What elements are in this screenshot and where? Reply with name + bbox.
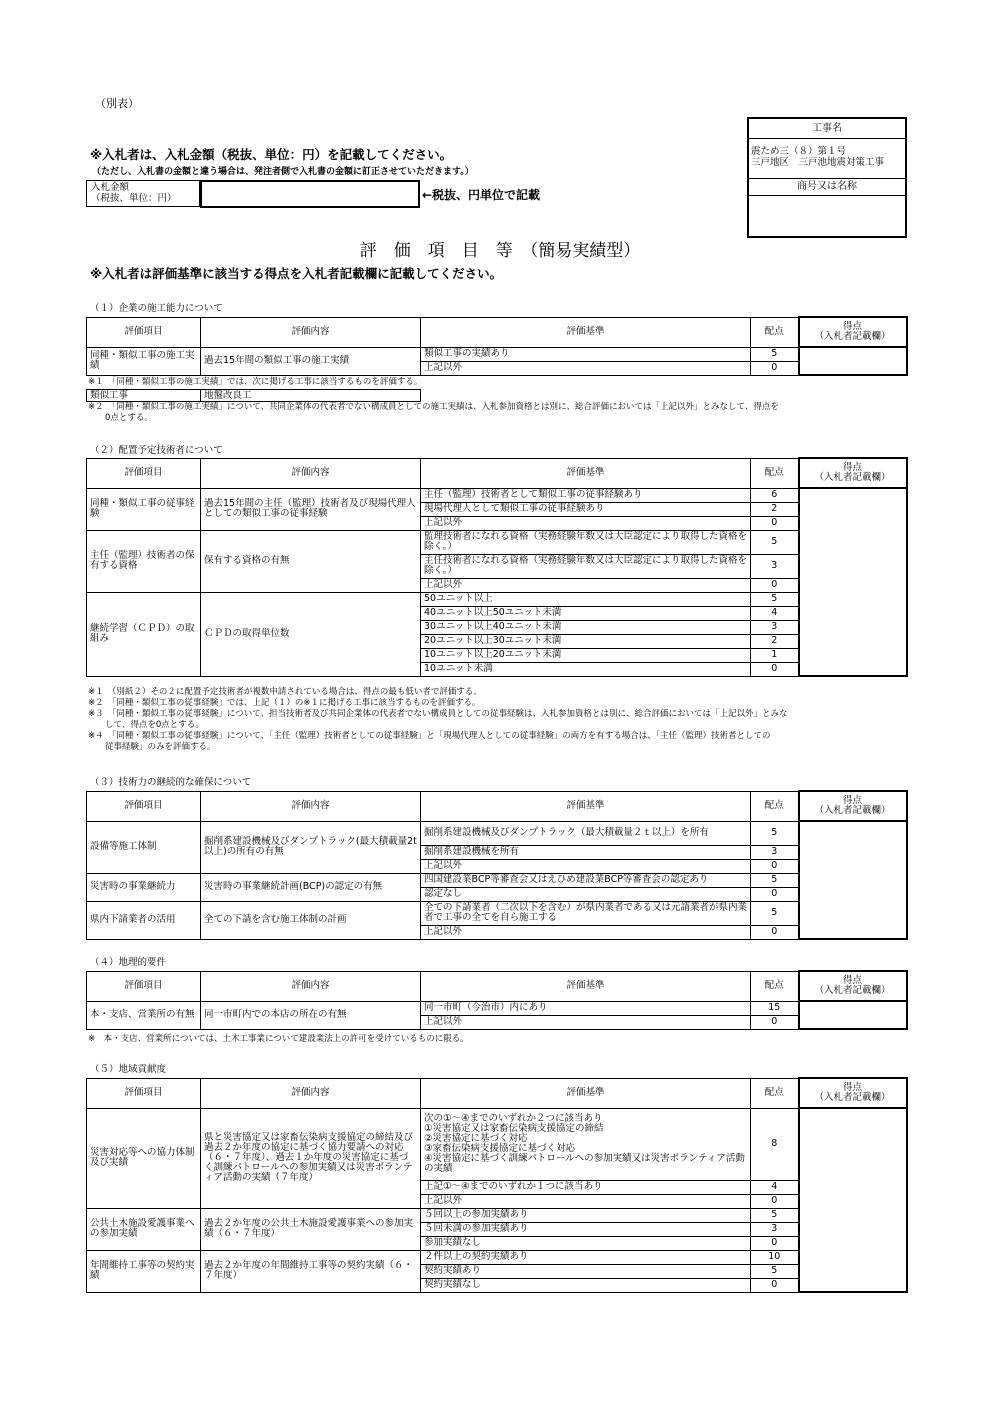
criteria-cell: 契約実績あり [421,1264,751,1278]
similar-work-value: 地盤改良工 [201,390,421,402]
col-content: 評価内容 [201,971,421,1001]
points-cell: 5 [751,347,799,361]
points-cell: 5 [751,592,799,606]
criteria-cell: 認定なし [421,887,751,901]
item-cell: 同種・類似工事の従事経験 [87,488,201,530]
bid-amount-input[interactable] [200,180,420,208]
criteria-cell: ５回未満の参加実績あり [421,1222,751,1236]
criteria-cell: 上記以外 [421,516,751,530]
item-cell: 継続学習（ＣＰＤ）の取組み [87,592,201,676]
section-5-table [86,1077,908,1293]
col-score: 得点 （入札者記載欄） [799,458,907,488]
points-cell: 1 [751,648,799,662]
col-points: 配点 [751,791,799,821]
points-cell: 3 [751,620,799,634]
criteria-cell: 10ユニット未満 [421,662,751,676]
points-cell: 3 [751,1222,799,1236]
points-cell: 3 [751,554,799,578]
section-3-title: （３）技術力の継続的な確保について [90,777,252,788]
points-cell: 4 [751,606,799,620]
points-cell: 5 [751,530,799,554]
points-cell: 0 [751,887,799,901]
content-cell: 災害時の事業継続計画(BCP)の認定の有無 [201,873,421,901]
points-cell: 5 [751,901,799,925]
criteria-cell: 契約実績なし [421,1278,751,1292]
criteria-cell: 上記以外 [421,361,751,375]
bid-amount-label: 入札金額 [91,182,130,193]
col-item: 評価項目 [87,971,201,1001]
item-cell: 災害対応等への協力体制及び実績 [87,1108,201,1208]
criteria-cell: ５回以上の参加実績あり [421,1208,751,1222]
points-cell: 0 [751,1278,799,1292]
points-cell: 5 [751,821,799,845]
content-cell: 県と災害協定又は家畜伝染病支援協定の締結及び過去２か年度の協定に基づく協力要請への対応（６・７年度）、過去１か年度の災害協定に基づく訓練パトロールへの参加実績又は災害ボランティア活動の実績（７年度） [201,1108,421,1208]
page-title: 評 価 項 目 等 （簡易実績型） [359,241,641,261]
work-name-label: 工事名 [749,119,905,139]
col-criteria: 評価基準 [421,791,751,821]
section-5-title: （５）地域貢献度 [90,1064,167,1075]
points-cell: 0 [751,1015,799,1029]
col-criteria: 評価基準 [421,317,751,347]
item-cell: 主任（監理）技術者の保有する資格 [87,530,201,592]
points-cell: 0 [751,662,799,676]
section-1-note-1: ※１ 「同種・類似工事の施工実績」では、次に掲げる工事に該当するものを評価する。 [88,377,423,387]
item-cell: 同種・類似工事の施工実績 [87,347,201,375]
points-cell: 0 [751,516,799,530]
work-name-value: 震ため三（８）第１号 三戸地区 三戸池地震対策工事 [749,139,905,179]
section-1-table [86,316,908,376]
bid-arrow-note: ←税抜、円単位で記載 [422,188,541,202]
criteria-cell: 全ての下請業者（二次以下を含む）が県内業者である又は元請業者が県内業者で工事の全てを自ら施工する [421,901,751,925]
item-cell: 年間維持工事等の契約実績 [87,1250,201,1292]
col-points: 配点 [751,1078,799,1108]
points-cell: 0 [751,1194,799,1208]
score-input[interactable] [799,1108,907,1292]
col-content: 評価内容 [201,458,421,488]
bid-instruction: ※入札者は、入札金額（税抜、単位：円）を記載してください。 [90,147,453,162]
points-cell: 3 [751,845,799,859]
criteria-cell: ２件以上の契約実績あり [421,1250,751,1264]
score-input[interactable] [799,488,907,676]
col-points: 配点 [751,317,799,347]
col-criteria: 評価基準 [421,971,751,1001]
points-cell: 0 [751,925,799,939]
points-cell: 4 [751,1180,799,1194]
col-item: 評価項目 [87,458,201,488]
criteria-cell: 主任技術者になれる資格（実務経験年数又は大臣認定により取得した資格を除く。） [421,554,751,578]
criteria-cell: 監理技術者になれる資格（実務経験年数又は大臣認定により取得した資格を除く。） [421,530,751,554]
col-content: 評価内容 [201,791,421,821]
points-cell: 5 [751,1264,799,1278]
section-4-title: （４）地理的要件 [90,957,167,968]
col-content: 評価内容 [201,1078,421,1108]
col-points: 配点 [751,971,799,1001]
bid-amount-unit: （税抜、単位：円） [91,193,177,204]
content-cell: 過去15年間の主任（監理）技術者及び現場代理人としての類似工事の従事経験 [201,488,421,530]
col-criteria: 評価基準 [421,458,751,488]
points-cell: 0 [751,578,799,592]
criteria-cell: 上記以外 [421,578,751,592]
content-cell: 掘削系建設機械及びダンプトラック(最大積載量2t以上)の所有の有無 [201,821,421,873]
similar-work-table [86,389,421,402]
points-cell: 10 [751,1250,799,1264]
criteria-cell: 類似工事の実績あり [421,347,751,361]
points-cell: 6 [751,488,799,502]
points-cell: 0 [751,361,799,375]
company-input[interactable] [749,196,905,236]
item-cell: 災害時の事業継続力 [87,873,201,901]
item-cell: 県内下請業者の活用 [87,901,201,939]
criteria-cell: 次の①～④までのいずれか２つに該当あり ①災害協定又は家畜伝染病支援協定の締結 ②災害協定に基づく対応 ③家畜伝染病支援協定に基づく対応 ④災害協定に基づく訓練パトロールへの参加実績又は災害ボランティア活動の実績 [421,1108,751,1180]
criteria-cell: 現場代理人として類似工事の従事経験あり [421,502,751,516]
appendix-label: （別表） [95,97,139,110]
similar-work-label: 類似工事 [87,390,201,402]
item-cell: 本・支店、営業所の有無 [87,1001,201,1029]
score-instruction: ※入札者は評価基準に該当する得点を入札者記載欄に記載してください。 [90,266,503,281]
criteria-cell: 20ユニット以上30ユニット未満 [421,634,751,648]
item-cell: 設備等施工体制 [87,821,201,873]
score-input[interactable] [799,1001,907,1029]
criteria-cell: 掘削系建設機械及びダンプトラック（最大積載量２ｔ以上）を所有 [421,821,751,845]
criteria-cell: 参加実績なし [421,1236,751,1250]
col-item: 評価項目 [87,791,201,821]
criteria-cell: 上記①～④までのいずれか１つに該当あり [421,1180,751,1194]
col-content: 評価内容 [201,317,421,347]
points-cell: 0 [751,859,799,873]
criteria-cell: 四国建設業BCP等審査会又はえひめ建設業BCP等審査会の認定あり [421,873,751,887]
content-cell: 過去15年間の類似工事の施工実績 [201,347,421,375]
section-2-table [86,457,908,677]
col-points: 配点 [751,458,799,488]
points-cell: 2 [751,502,799,516]
col-criteria: 評価基準 [421,1078,751,1108]
criteria-cell: 掘削系建設機械を所有 [421,845,751,859]
section-3-table [86,790,908,940]
criteria-cell: 上記以外 [421,1015,751,1029]
col-score: 得点 （入札者記載欄） [799,317,907,347]
content-cell: 全ての下請を含む施工体制の計画 [201,901,421,939]
criteria-cell: 上記以外 [421,1194,751,1208]
section-4-note: ※ 本・支店、営業所については、土木工事業について建設業法上の許可を受けているものに限る。 [88,1034,469,1044]
company-label: 商号又は名称 [749,179,905,196]
points-cell: 2 [751,634,799,648]
criteria-cell: 30ユニット以上40ユニット未満 [421,620,751,634]
criteria-cell: 上記以外 [421,859,751,873]
criteria-cell: 上記以外 [421,925,751,939]
bid-amount-label-box [86,180,200,207]
section-2-notes: ※１ （別紙２）その２に配置予定技術者が複数申請されている場合は、得点の最も低い者で評価する。 ※２ 「同種・類似工事の従事経験」では、上記（１）の※１に掲げる工事に該当するものを評価する。 ※３ 「同種・類似工事の従事経験」について、担当技術者及び共同企業体の代表者でない構成員としての従事経験は、入札参加資格とは別に、総合評価においては「上記以外」とみな して、得点を0点とする。 ※４ 「同種・類似工事の従事経験」について、「主任（監理）技術者としての従事経験」と「現場代理人としての従事経験」の両方を有する場合は、「主任（監理）技術者としての 従事経験」のみを評価する。 [88,687,788,752]
col-item: 評価項目 [87,1078,201,1108]
bid-sub-instruction: （ただし、入札書の金額と違う場合は、発注者側で入札書の金額に訂正させていただきます。） [92,167,474,177]
content-cell: 過去２か年度の公共土木施設愛護事業への参加実績（６・７年度） [201,1208,421,1250]
criteria-cell: 同一市町（今治市）内にあり [421,1001,751,1015]
criteria-cell: 10ユニット以上20ユニット未満 [421,648,751,662]
score-input[interactable] [799,821,907,939]
points-cell: 5 [751,1208,799,1222]
criteria-cell: 40ユニット以上50ユニット未満 [421,606,751,620]
col-score: 得点 （入札者記載欄） [799,1078,907,1108]
section-2-title: （２）配置予定技術者について [90,445,223,456]
section-4-table [86,970,908,1030]
content-cell: 保有する資格の有無 [201,530,421,592]
points-cell: 8 [751,1108,799,1180]
score-input[interactable] [799,347,907,375]
criteria-cell: 主任（監理）技術者として類似工事の従事経験あり [421,488,751,502]
content-cell: 過去２か年度の年間維持工事等の契約実績（６・７年度） [201,1250,421,1292]
section-1-title: （１）企業の施工能力について [90,303,223,314]
content-cell: ＣＰＤの取得単位数 [201,592,421,676]
col-score: 得点 （入札者記載欄） [799,971,907,1001]
section-1-note-2: ※２ 「同種・類似工事の施工実績」について、共同企業体の代表者でない構成員としての施工実績は、入札参加資格とは別に、総合評価においては「上記以外」とみなして、得点を 0点とする。 [88,402,779,423]
col-score: 得点 （入札者記載欄） [799,791,907,821]
criteria-cell: 50ユニット以上 [421,592,751,606]
points-cell: 15 [751,1001,799,1015]
points-cell: 0 [751,1236,799,1250]
points-cell: 5 [751,873,799,887]
col-item: 評価項目 [87,317,201,347]
content-cell: 同一市町内での本店の所在の有無 [201,1001,421,1029]
item-cell: 公共土木施設愛護事業への参加実績 [87,1208,201,1250]
work-info-box [747,117,907,238]
